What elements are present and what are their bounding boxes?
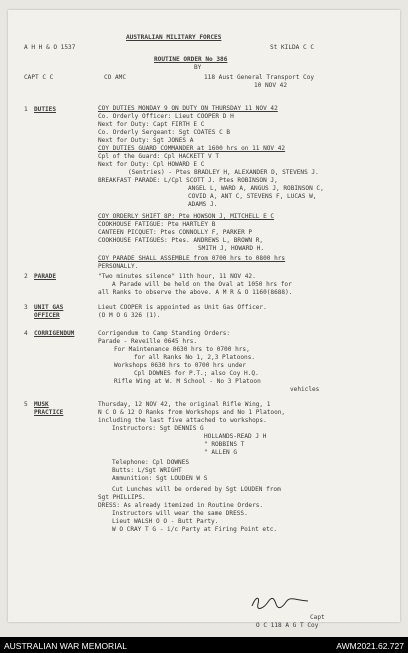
- section-line: Cpl DOWNES for P.T.; also Coy H.Q.: [134, 370, 259, 377]
- section-heading: PARADE: [34, 273, 57, 280]
- section-line: COVID A, ANT C, STEVENS F, LUCAS W,: [188, 193, 317, 200]
- section-line: N C O & 12 O Ranks from Workshops and No 1 Platoon,: [98, 409, 286, 416]
- section-line: Next for Duty: Sgt JONES A: [98, 137, 194, 144]
- section-line: SMITH J, HOWARD H.: [198, 245, 265, 252]
- section-line: Lieut COOPER is appointed as Unit Gas Officer.: [98, 304, 267, 311]
- signature-unit: O C 118 A G T Coy: [256, 622, 319, 629]
- section-number: 4: [24, 330, 28, 337]
- section-line: CANTEEN PICQUET: Ptes CONNOLLY F, PARKER P: [98, 229, 253, 236]
- section-line: ANGEL L, WARD A, ANGUS J, ROBINSON C,: [188, 185, 324, 192]
- order-date: 10 NOV 42: [254, 82, 288, 89]
- section-line: Instructors will wear the same DRESS.: [112, 510, 248, 517]
- section-line: Workshops 0630 hrs to 0700 hrs under: [114, 362, 247, 369]
- section-line: For Maintenance 0630 hrs to 0700 hrs,: [114, 346, 250, 353]
- section-number: 1: [24, 106, 28, 113]
- section-line: Cpl of the Guard: Cpl HACKETT V T: [98, 153, 220, 160]
- section-line: Butts: L/Sgt WRIGHT: [112, 467, 182, 474]
- section-line: Parade - Reveille 0645 hrs.: [98, 338, 198, 345]
- section-number: 5: [24, 401, 28, 408]
- section-line: (O M O G 326 (1).: [98, 312, 161, 319]
- section-heading: DUTIES: [34, 106, 57, 113]
- section-line: COY PARADE SHALL ASSEMBLE from 0700 hrs to 0800 hrs: [98, 255, 286, 262]
- document-page: [8, 10, 400, 629]
- section-line: Instructors: Sgt DENNIS G: [112, 425, 204, 432]
- section-line: "Two minutes silence" 11th hour, 11 NOV 42.: [98, 273, 256, 280]
- section-line: Co. Orderly Officer: Lieut COOPER D H: [98, 113, 234, 120]
- handwritten-signature: [250, 594, 310, 612]
- section-heading: CORRIGENDUM: [34, 330, 75, 337]
- section-line: Co. Orderly Sergeant: Sgt COATES C B: [98, 129, 231, 136]
- section-number: 2: [24, 273, 28, 280]
- section-line: Thursday, 12 NOV 42, the original Rifle Wing, 1: [98, 401, 271, 408]
- capt-label: CAPT C C: [24, 74, 54, 81]
- section-line: Ammunition: Sgt LOUDEN W S: [112, 475, 208, 482]
- section-line: BREAKFAST PARADE: L/Cpl SCOTT J. Ptes ROBINSON J,: [98, 177, 278, 184]
- document-reference: A H H & O 1537: [24, 44, 76, 51]
- section-line: DRESS: As already itemized in Routine Orders.: [98, 502, 264, 509]
- section-line: " ALLEN G: [204, 449, 238, 456]
- archive-name: AUSTRALIAN WAR MEMORIAL: [4, 641, 127, 651]
- section-line: COY DUTIES GUARD COMMANDER at 1600 hrs on 11 NOV 42: [98, 145, 286, 152]
- section-line: including the last five attached to workshops.: [98, 417, 267, 424]
- section-heading: UNIT GAS OFFICER: [34, 304, 64, 319]
- section-line: COY DUTIES MONDAY 9 ON DUTY ON THURSDAY 11 NOV 42: [98, 105, 278, 112]
- section-line: Telephone: Cpl DOWNES: [112, 459, 190, 466]
- section-line: " ROBBINS T: [204, 441, 245, 448]
- section-line: ADAMS J.: [188, 201, 218, 208]
- section-line: PERSONALLY.: [98, 263, 139, 270]
- section-line: Lieut WALSH O O - Butt Party.: [112, 518, 219, 525]
- section-line: COY ORDERLY SHIFT 8P: Pte HOWSON J, MITCHELL E C: [98, 213, 275, 220]
- section-line: all Ranks to observe the above. A M R & O 1160(8688).: [98, 289, 293, 296]
- section-line: Corrigendum to Camp Standing Orders:: [98, 330, 231, 337]
- section-line: Rifle Wing at W. M School - No 3 Platoon: [114, 378, 261, 385]
- archive-id: AWM2021.62.727: [336, 641, 404, 651]
- section-line: (Sentries) - Ptes BRADLEY H, ALEXANDER D, STEVENS J.: [128, 169, 319, 176]
- section-line: Sgt PHILLIPS.: [98, 494, 146, 501]
- document-title: AUSTRALIAN MILITARY FORCES: [126, 34, 222, 41]
- section-line: vehicles: [290, 386, 320, 393]
- unit-name: 118 Aust General Transport Coy: [204, 74, 315, 81]
- section-line: HOLLANDS-READ J H: [204, 433, 267, 440]
- order-number: ROUTINE ORDER No 386: [154, 56, 228, 63]
- signature-rank: Capt: [310, 614, 325, 621]
- section-line: Next for Duty: Cpl HOWARD E C: [98, 161, 205, 168]
- section-line: COOKHOUSE FATIGUES: Ptes. ANDREWS L, BROWN R,: [98, 237, 264, 244]
- section-line: COOKHOUSE FATIGUE: Pte HARTLEY B: [98, 221, 216, 228]
- section-line: Next for Duty: Capt FIRTH E C: [98, 121, 205, 128]
- archive-footer: [0, 637, 408, 653]
- section-line: Cut Lunches will be ordered by Sgt LOUDEN from: [112, 486, 281, 493]
- section-line: A Parade will be held on the Oval at 1050 hrs for: [112, 281, 292, 288]
- section-line: for all Ranks No 1, 2,3 Platoons.: [134, 354, 256, 361]
- section-heading: MUSK PRACTICE: [34, 401, 64, 416]
- section-line: W O CRAY T G - i/c Party at Firing Point etc.: [112, 526, 278, 533]
- commanding-officer: CO AMC: [104, 74, 127, 81]
- section-number: 3: [24, 304, 28, 311]
- order-by: BY: [194, 64, 202, 71]
- document-location: St KILDA C C: [270, 44, 315, 51]
